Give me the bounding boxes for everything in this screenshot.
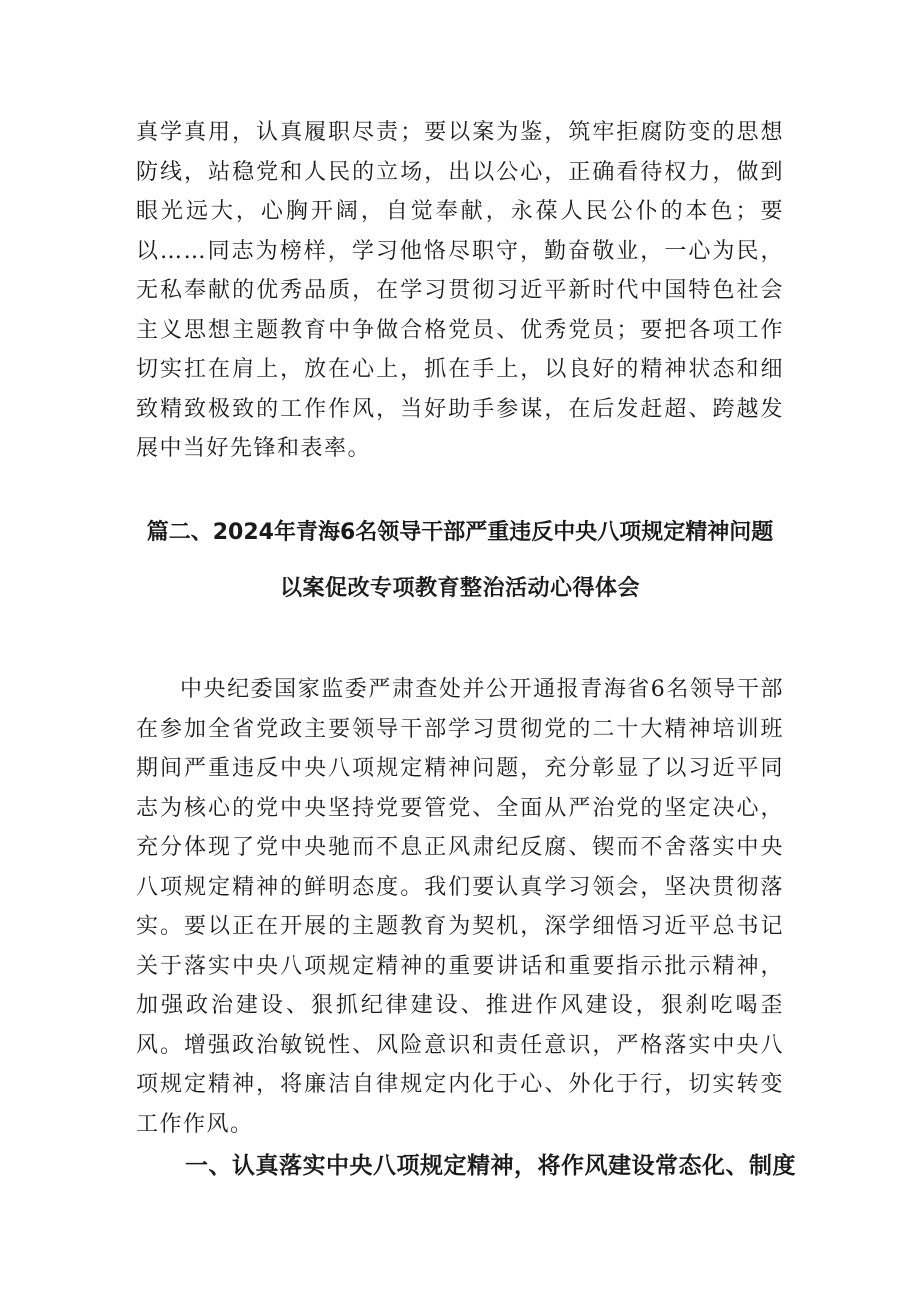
intro-paragraph: 中央纪委国家监委严肃查处并公开通报青海省6名领导干部在参加全省党政主要领导干部学习贯彻党的二十大精神培训班期间严重违反中央八项规定精神问题，充分彰显了以习近平同志为核心的党中央坚持党要管党、全面从严治党的坚定决心，充分体现了党中央驰而不息正风肃纪反腐、锲而不舍落实中央八项规定精神的鲜明态度。我们要认真学习领会，坚决贯彻落实。要以正在开展的主题教育为契机，深学细悟习近平总书记关于落实中央八项规定精神的重要讲话和重要指示批示精神，加强政治建设、狠抓纪律建设、推进作风建设，狠刹吃喝歪风。增强政治敏锐性、风险意识和责任意识，严格落实中央八项规定精神，将廉洁自律规定内化于心、外化于行，切实转变工作作风。 <box>136 677 784 1137</box>
continuation-paragraph: 真学真用，认真履职尽责；要以案为鉴，筑牢拒腐防变的思想防线，站稳党和人民的立场，出以公心，正确看待权力，做到眼光远大，心胸开阔，自觉奉献，永葆人民公仆的本色；要以……同志为榜样，学习他恪尽职守，勤奋敬业，一心为民，无私奉献的优秀品质，在学习贯彻习近平新时代中国特色社会主义思想主题教育中争做合格党员、优秀党员；要把各项工作切实扛在肩上，放在心上，抓在手上，以良好的精神状态和细致精致极致的工作作风，当好助手参谋，在后发赶超、跨越发展中当好先锋和表率。 <box>136 120 784 461</box>
article-title-line-2: 以案促改专项教育整治活动心得体会 <box>279 576 640 601</box>
section-heading: 一、认真落实中央八项规定精神，将作风建设常态化、制度 <box>185 1153 796 1179</box>
article-title-line-1: 篇二、2024年青海6名领导干部严重违反中央八项规定精神问题 <box>146 520 774 545</box>
